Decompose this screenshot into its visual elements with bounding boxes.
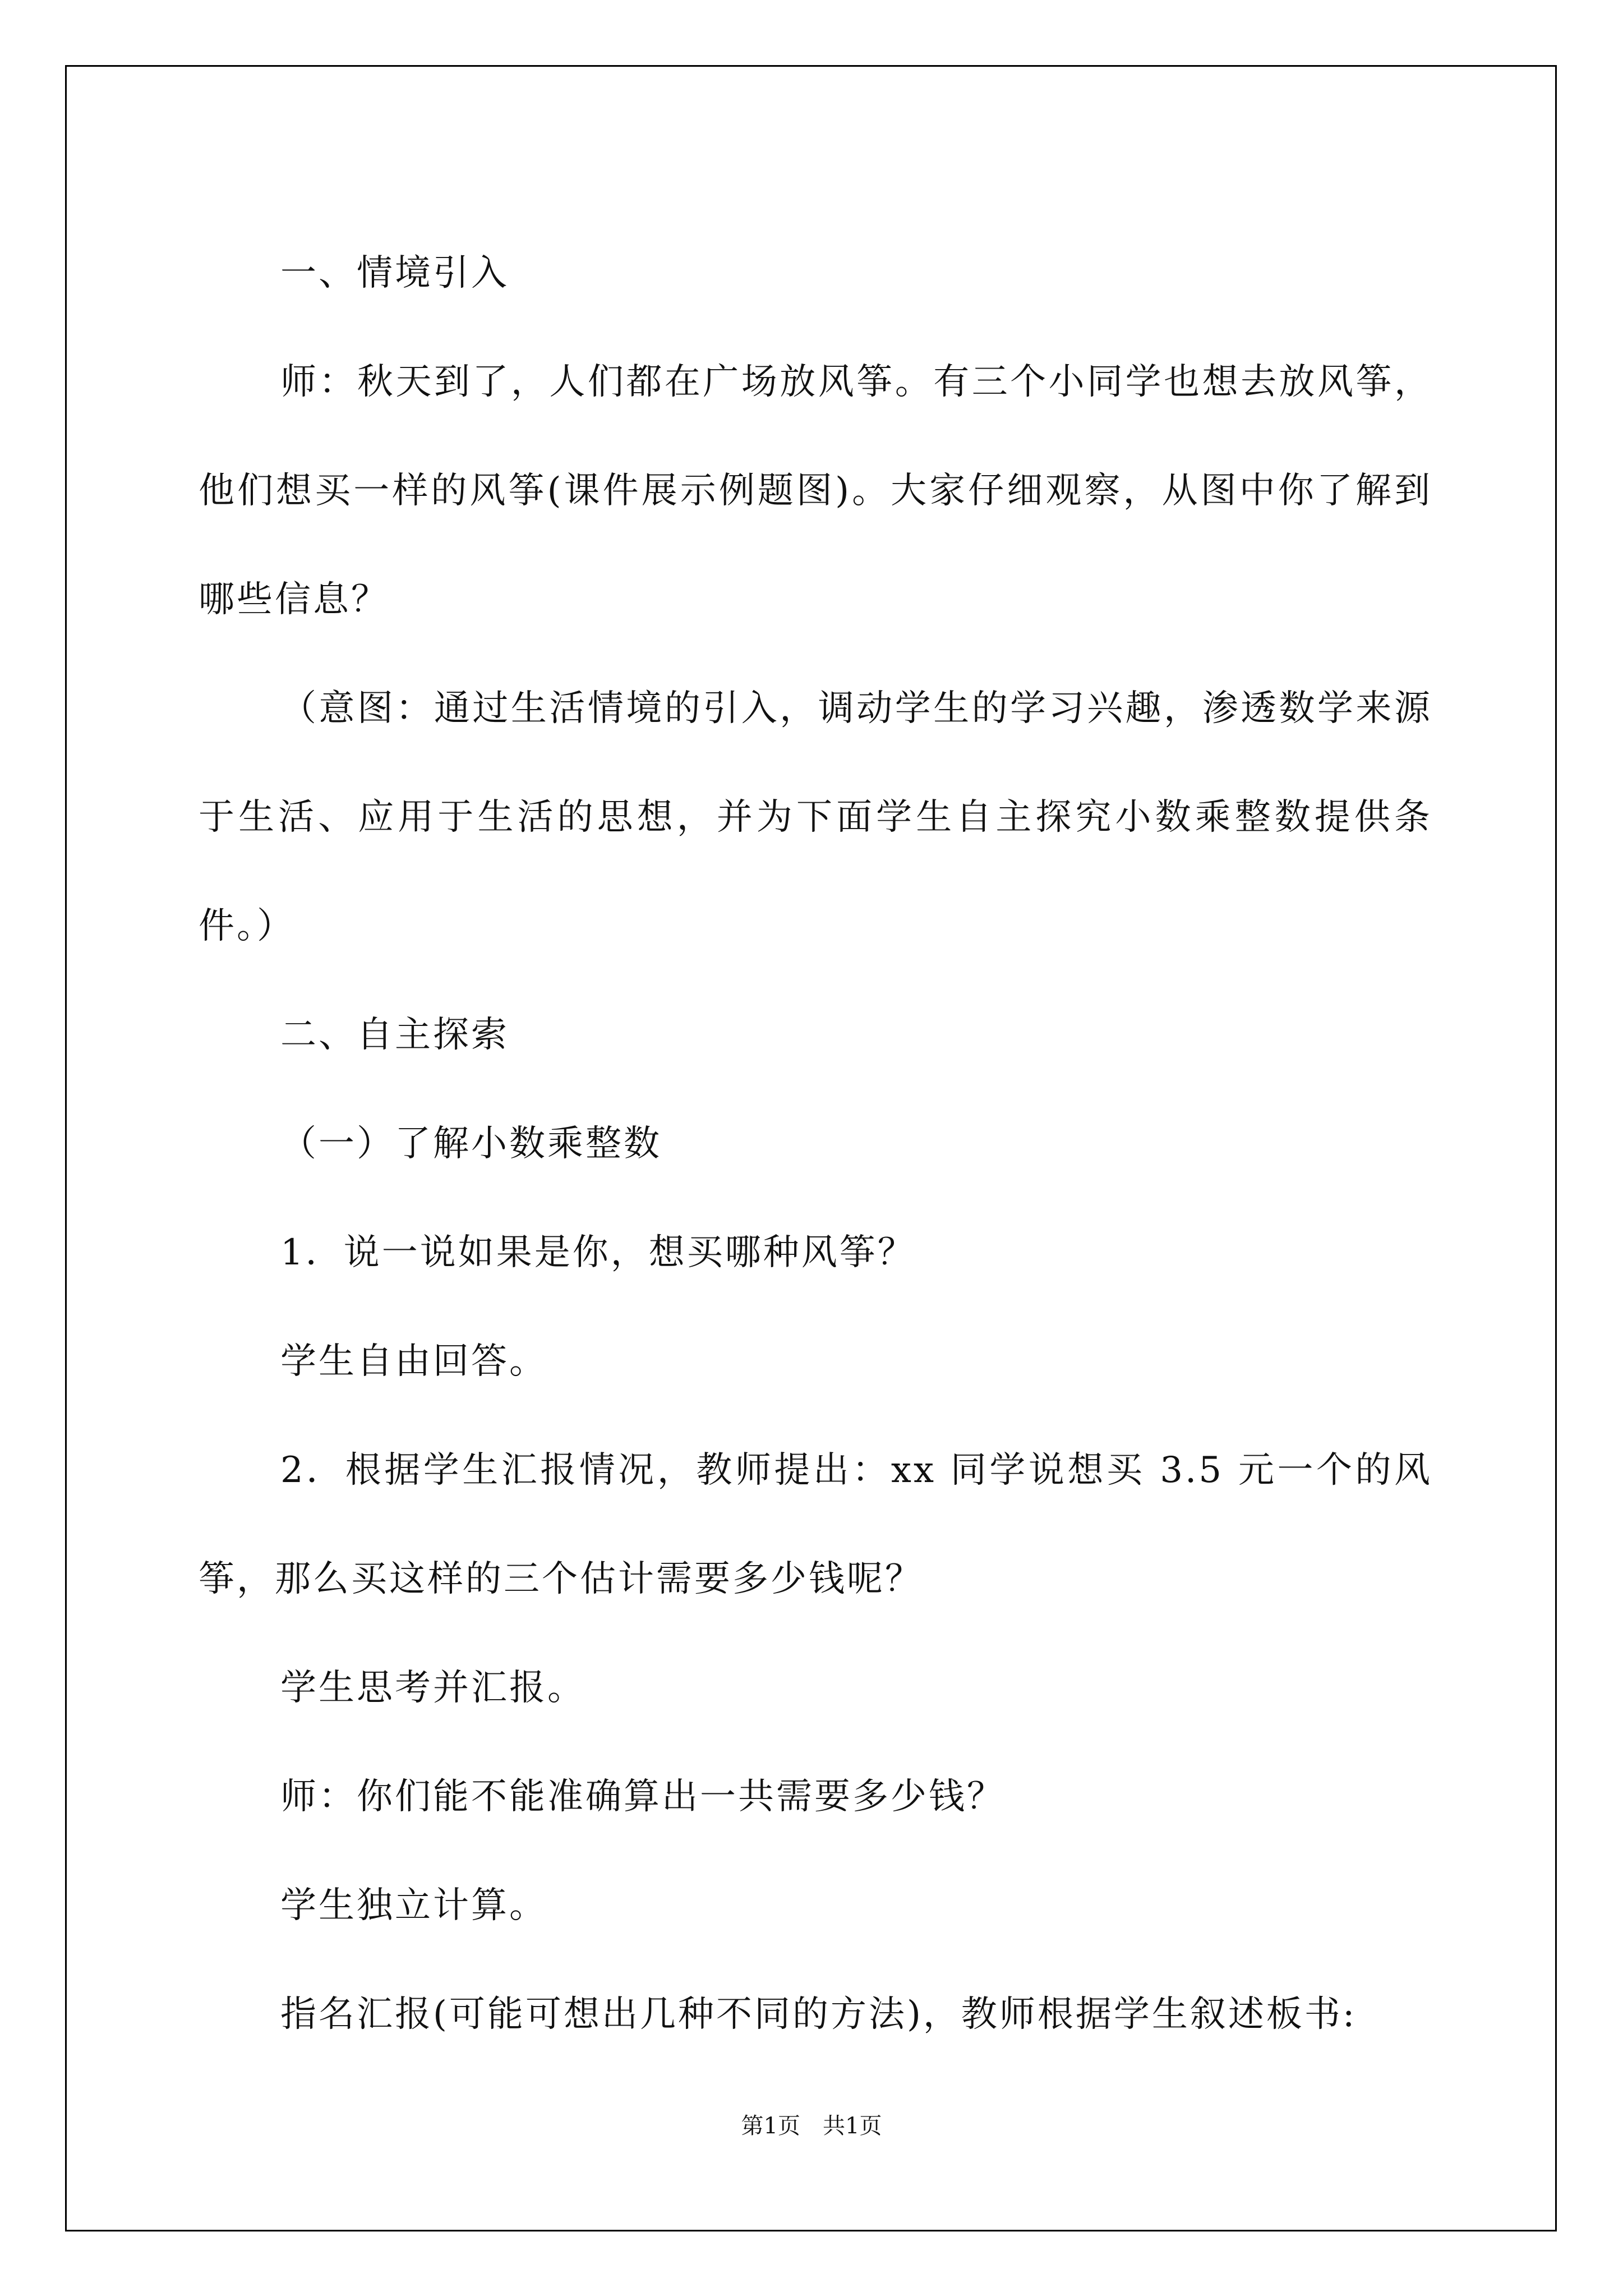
paragraph-teacher-intro: 师：秋天到了，人们都在广场放风筝。有三个小同学也想去放风筝，他们想买一样的风筝(课件展示例题图)。大家仔细观察，从图中你了解到哪些信息？ bbox=[199, 361, 1432, 620]
paragraph-report-methods: 指名汇报(可能可想出几种不同的方法)，教师根据学生叙述板书: bbox=[280, 1994, 1357, 2035]
paragraph-student-report: 学生思考并汇报。 bbox=[280, 1667, 585, 1709]
section-heading-intro: 一、情境引入 bbox=[280, 252, 509, 294]
document-body bbox=[199, 219, 1432, 2069]
paragraph-student-answer: 学生自由回答。 bbox=[280, 1341, 547, 1382]
paragraph-teacher-question: 师：你们能不能准确算出一共需要多少钱？ bbox=[280, 1776, 1005, 1818]
page-footer: 第1页 共1页 bbox=[741, 2113, 882, 2139]
section-heading-explore: 二、自主探索 bbox=[280, 1014, 509, 1056]
paragraph-step-2: 2．根据学生汇报情况，教师提出：xx 同学说想买 3.5 元一个的风筝，那么买这样的三个估计需要多少钱呢？ bbox=[199, 1450, 1432, 1600]
paragraph-intent: （意图：通过生活情境的引入，调动学生的学习兴趣，渗透数学来源于生活、应用于生活的思想，并为下面学生自主探究小数乘整数提供条件。） bbox=[199, 688, 1432, 947]
paragraph-step-1: 1．说一说如果是你，想买哪种风筝？ bbox=[280, 1232, 916, 1273]
paragraph-student-calc: 学生独立计算。 bbox=[280, 1885, 547, 1926]
subsection-heading: （一）了解小数乘整数 bbox=[280, 1123, 662, 1165]
